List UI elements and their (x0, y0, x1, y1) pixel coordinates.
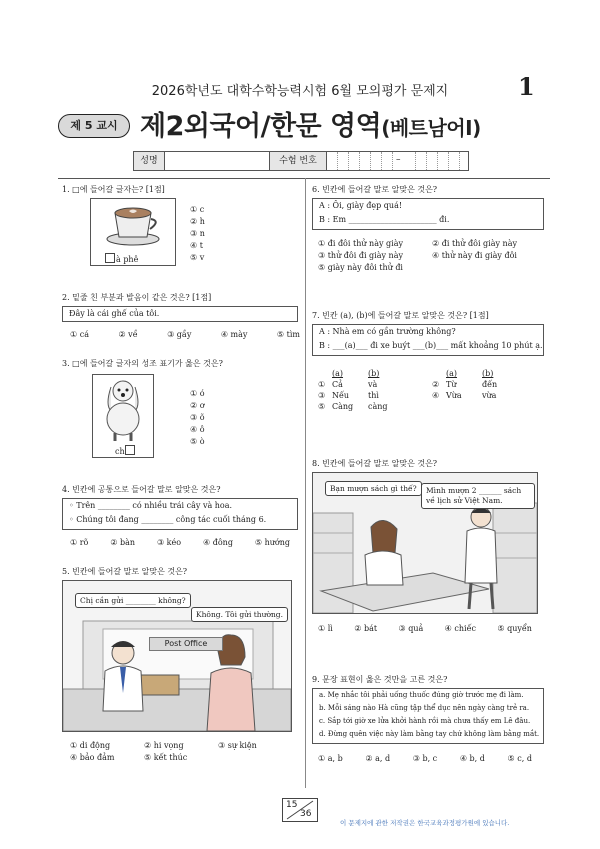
q6-box (312, 198, 544, 230)
q5-option-1[interactable]: ① di động (70, 741, 111, 750)
q7-option-2[interactable]: ② (432, 380, 440, 389)
q6-option-2[interactable]: ② đi thử đôi giày này (432, 239, 517, 248)
name-label: 성명 (134, 152, 165, 170)
q8-image (312, 472, 538, 614)
q1-option-4[interactable]: ④ t (190, 241, 203, 250)
q1-image (90, 198, 176, 266)
q9-option-4[interactable]: ④ b, d (459, 754, 485, 763)
q3-option-2[interactable]: ② ơ (190, 401, 205, 410)
q7-option-5-b: càng (368, 402, 388, 411)
q2-prompt: 2. 밑줄 친 부분과 발음이 같은 것은? [1점] (62, 293, 212, 302)
q7-option-3-a: Nếu (332, 391, 350, 400)
q5-prompt: 5. 빈칸에 들어갈 말로 알맞은 것은? (62, 567, 188, 576)
post-office-sign: Post Office (149, 637, 223, 651)
q1-option-2[interactable]: ② h (190, 217, 205, 226)
q1-options (190, 204, 205, 264)
q2-option-1[interactable]: ① cá (70, 330, 89, 339)
q4-box (62, 498, 298, 530)
q8-prompt: 8. 빈칸에 들어갈 말로 알맞은 것은? (312, 459, 438, 468)
q7-line-a: A : Nhà em có gần trường không? (319, 327, 456, 336)
q5-image (62, 580, 292, 732)
q9-options (318, 754, 532, 763)
q1-caption: à phê (116, 255, 139, 264)
dog-icon (93, 375, 153, 445)
q5-option-2[interactable]: ② hi vọng (144, 741, 184, 750)
q3-prompt: 3. □에 들어갈 글자의 성조 표기가 옳은 것은? (62, 359, 223, 368)
page-total: 36 (300, 809, 312, 819)
q7-option-3-b: thì (368, 391, 379, 400)
q7-option-5-a: Càng (332, 402, 354, 411)
q6-option-5[interactable]: ⑤ giày này đôi thử đi (318, 263, 403, 272)
q9-option-5[interactable]: ⑤ c, d (507, 754, 532, 763)
page-number: 1 (518, 72, 535, 101)
q4-option-3[interactable]: ③ kéo (156, 538, 182, 547)
q8-bubble-1: Bạn mượn sách gì thế? (325, 481, 422, 496)
q7-col-b-2: (b) (482, 369, 494, 378)
q5-option-3[interactable]: ③ sự kiện (218, 741, 257, 750)
exam-no-label: 수험 번호 (270, 152, 327, 170)
q3-image (92, 374, 154, 458)
q9-option-2[interactable]: ② a, d (365, 754, 391, 763)
page-counter (282, 798, 318, 822)
q3-caption: ch (115, 447, 125, 456)
q6-line-b: B : Em ______________________ đi. (319, 215, 450, 224)
q9-box (312, 688, 544, 744)
page-current: 15 (286, 800, 298, 810)
q7-col-b: (b) (368, 369, 380, 378)
q8-option-1[interactable]: ① lì (318, 624, 333, 633)
q7-option-4-b: vừa (482, 391, 497, 400)
q7-col-a-2: (a) (446, 369, 458, 378)
q7-option-4[interactable]: ④ (432, 391, 440, 400)
q4-options (70, 538, 290, 547)
q7-option-1-b: và (368, 380, 378, 389)
q7-col-a: (a) (332, 369, 344, 378)
q5-bubble-2: Không. Tôi gửi thường. (191, 607, 288, 622)
q4-line-2: ◦ Chúng tôi đang ________ công tác cuối tháng 6. (69, 515, 267, 524)
column-divider (305, 178, 306, 788)
q7-line-b: B : ___(a)___ đi xe buýt ___(b)___ mất khoảng 10 phút ạ. (319, 341, 543, 350)
q5-option-4[interactable]: ④ bảo đảm (70, 753, 115, 762)
id-row (133, 151, 469, 171)
q7-table (318, 368, 497, 412)
q7-option-2-a: Từ (446, 380, 457, 389)
period-badge: 제 5 교시 (58, 114, 130, 138)
q1-option-3[interactable]: ③ n (190, 229, 205, 238)
q2-option-2[interactable]: ② về (118, 330, 138, 339)
name-field[interactable] (165, 152, 270, 170)
q5-options (70, 740, 292, 764)
exam-no-field[interactable]: – (327, 152, 468, 170)
q3-option-3[interactable]: ③ õ (190, 413, 205, 422)
q9-option-1[interactable]: ① a, b (318, 754, 343, 763)
q2-sentence: Đây là cái ghế của tôi. (62, 306, 298, 322)
q4-line-1: ◦ Trên ________ có nhiều trái cây và hoa. (69, 501, 233, 510)
q8-option-5[interactable]: ⑤ quyển (497, 624, 532, 633)
q2-option-3[interactable]: ③ gầy (167, 330, 192, 339)
q9-prompt: 9. 문장 표현이 옳은 것만을 고른 것은? (312, 675, 448, 684)
q4-option-1[interactable]: ① rõ (70, 538, 89, 547)
q9-b: b. Mỗi sáng nào Hà cũng tập thể dục nên ngày càng trẻ ra. (319, 704, 530, 712)
q6-option-4[interactable]: ④ thử này đi giày đôi (432, 251, 517, 260)
q7-option-5[interactable]: ⑤ (318, 402, 326, 411)
exam-title: 2026학년도 대학수학능력시험 6월 모의평가 문제지 (151, 84, 449, 99)
q8-option-2[interactable]: ② bát (354, 624, 378, 633)
q1-option-5[interactable]: ⑤ v (190, 253, 205, 262)
q7-option-3[interactable]: ③ (318, 391, 326, 400)
q6-option-3[interactable]: ③ thử đôi đi giày này (318, 251, 403, 260)
q4-prompt: 4. 빈칸에 공통으로 들어갈 말로 알맞은 것은? (62, 485, 221, 494)
q4-option-5[interactable]: ⑤ hướng (254, 538, 290, 547)
q2-option-5[interactable]: ⑤ tìm (276, 330, 300, 339)
q5-bubble-1: Chị cần gửi ________ không? (75, 593, 191, 608)
q8-option-3[interactable]: ③ quả (398, 624, 424, 633)
q1-prompt: 1. □에 들어갈 글자는? [1점] (62, 185, 165, 194)
q3-option-5[interactable]: ⑤ ò (190, 437, 205, 446)
q7-box (312, 324, 544, 356)
q9-c: c. Sắp tới giờ xe lửa khởi hành rồi mà chưa thấy em Lê đâu. (319, 717, 531, 725)
q5-option-5[interactable]: ⑤ kết thúc (144, 753, 188, 762)
q8-bubble-2: Mình mượn 2 ______ sách về lịch sử Việt Nam. (421, 483, 535, 509)
q9-d: d. Đừng quên việc này làm bằng tay chứ không làm bằng mắt. (319, 730, 540, 738)
subject-sub: (베트남어Ⅰ) (381, 116, 481, 140)
q6-option-1[interactable]: ① đi đôi thử này giày (318, 239, 403, 248)
q4-option-4[interactable]: ④ đông (203, 538, 233, 547)
q3-option-1[interactable]: ① ó (190, 389, 205, 398)
q7-option-2-b: đến (482, 380, 498, 389)
header-rule (58, 178, 550, 179)
q7-prompt: 7. 빈칸 (a), (b)에 들어갈 말로 알맞은 것은? [1점] (312, 311, 489, 320)
copyright-notice: 이 문제지에 관한 저작권은 한국교육과정평가원에 있습니다. (340, 819, 510, 827)
q1-option-1[interactable]: ① c (190, 205, 205, 214)
subject-main: 제2외국어/한문 영역 (140, 111, 382, 142)
q8-option-4[interactable]: ④ chiếc (444, 624, 476, 633)
q7-option-1[interactable]: ① (318, 380, 326, 389)
q3-option-4[interactable]: ④ ô (190, 425, 205, 434)
q9-option-3[interactable]: ③ b, c (412, 754, 438, 763)
q2-option-4[interactable]: ④ mày (220, 330, 248, 339)
q9-a: a. Mẹ nhắc tôi phải uống thuốc đúng giờ trước mẹ đi làm. (319, 691, 524, 699)
q6-line-a: A : Ôi, giày đẹp quá! (319, 201, 403, 210)
q8-options (318, 624, 532, 633)
q4-option-2[interactable]: ② bàn (110, 538, 136, 547)
subject-title (140, 104, 481, 143)
q2-options (70, 330, 300, 339)
q3-options (190, 388, 205, 448)
q6-options (318, 238, 517, 274)
q7-option-4-a: Vừa (446, 391, 462, 400)
coffee-cup-icon (91, 199, 175, 249)
q7-option-1-a: Cả (332, 380, 343, 389)
q6-prompt: 6. 빈칸에 들어갈 말로 알맞은 것은? (312, 185, 438, 194)
